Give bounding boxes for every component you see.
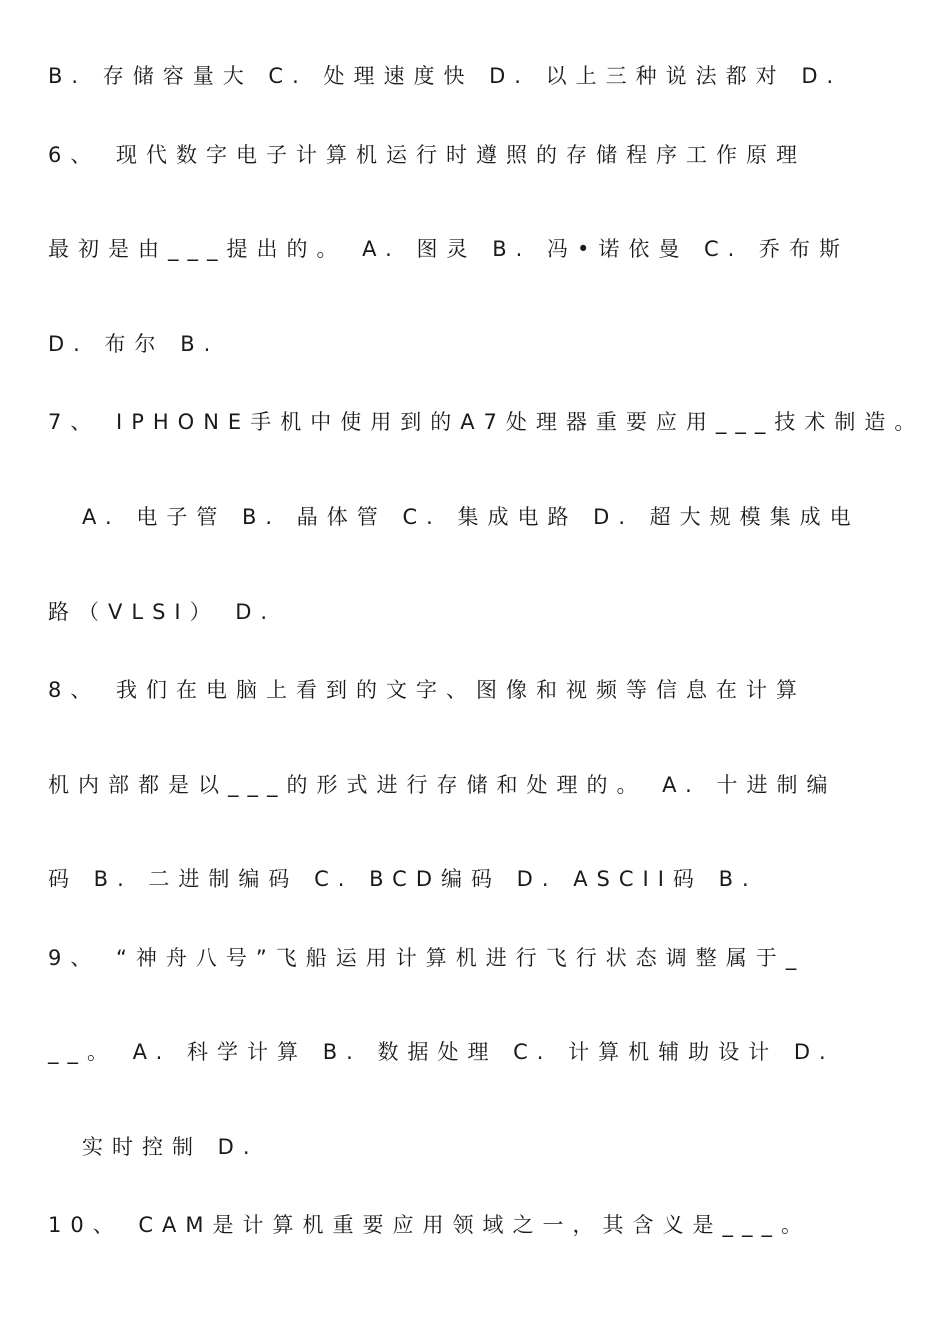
text-line: 实时控制 D.: [82, 1135, 259, 1159]
text-line: A. 电子管 B. 晶体管 C. 集成电路 D. 超大规模集成电: [82, 505, 860, 529]
text-line: 8、 我们在电脑上看到的文字、图像和视频等信息在计算: [48, 678, 807, 702]
text-line: 9、 “神舟八号”飞船运用计算机进行飞行状态调整属于_: [48, 946, 806, 970]
text-line: __。 A. 科学计算 B. 数据处理 C. 计算机辅助设计 D.: [48, 1040, 835, 1064]
text-line: 6、 现代数字电子计算机运行时遵照的存储程序工作原理: [48, 143, 807, 167]
text-line: 最初是由___提出的。 A. 图灵 B. 冯•诺依曼 C. 乔布斯: [48, 237, 850, 261]
text-line: B. 存储容量大 C. 处理速度快 D. 以上三种说法都对 D.: [48, 64, 843, 88]
text-line: D. 布尔 B.: [48, 332, 220, 356]
text-line: 路（VLSI） D.: [48, 600, 277, 624]
text-line: 7、 IPHONE手机中使用到的A7处理器重要应用___技术制造。: [48, 410, 925, 434]
text-line: 10、 CAM是计算机重要应用领域之一，其含义是___。: [48, 1213, 812, 1237]
text-line: 机内部都是以___的形式进行存储和处理的。 A. 十进制编: [48, 773, 837, 797]
text-line: 码 B. 二进制编码 C. BCD编码 D. ASCII码 B.: [48, 867, 758, 891]
